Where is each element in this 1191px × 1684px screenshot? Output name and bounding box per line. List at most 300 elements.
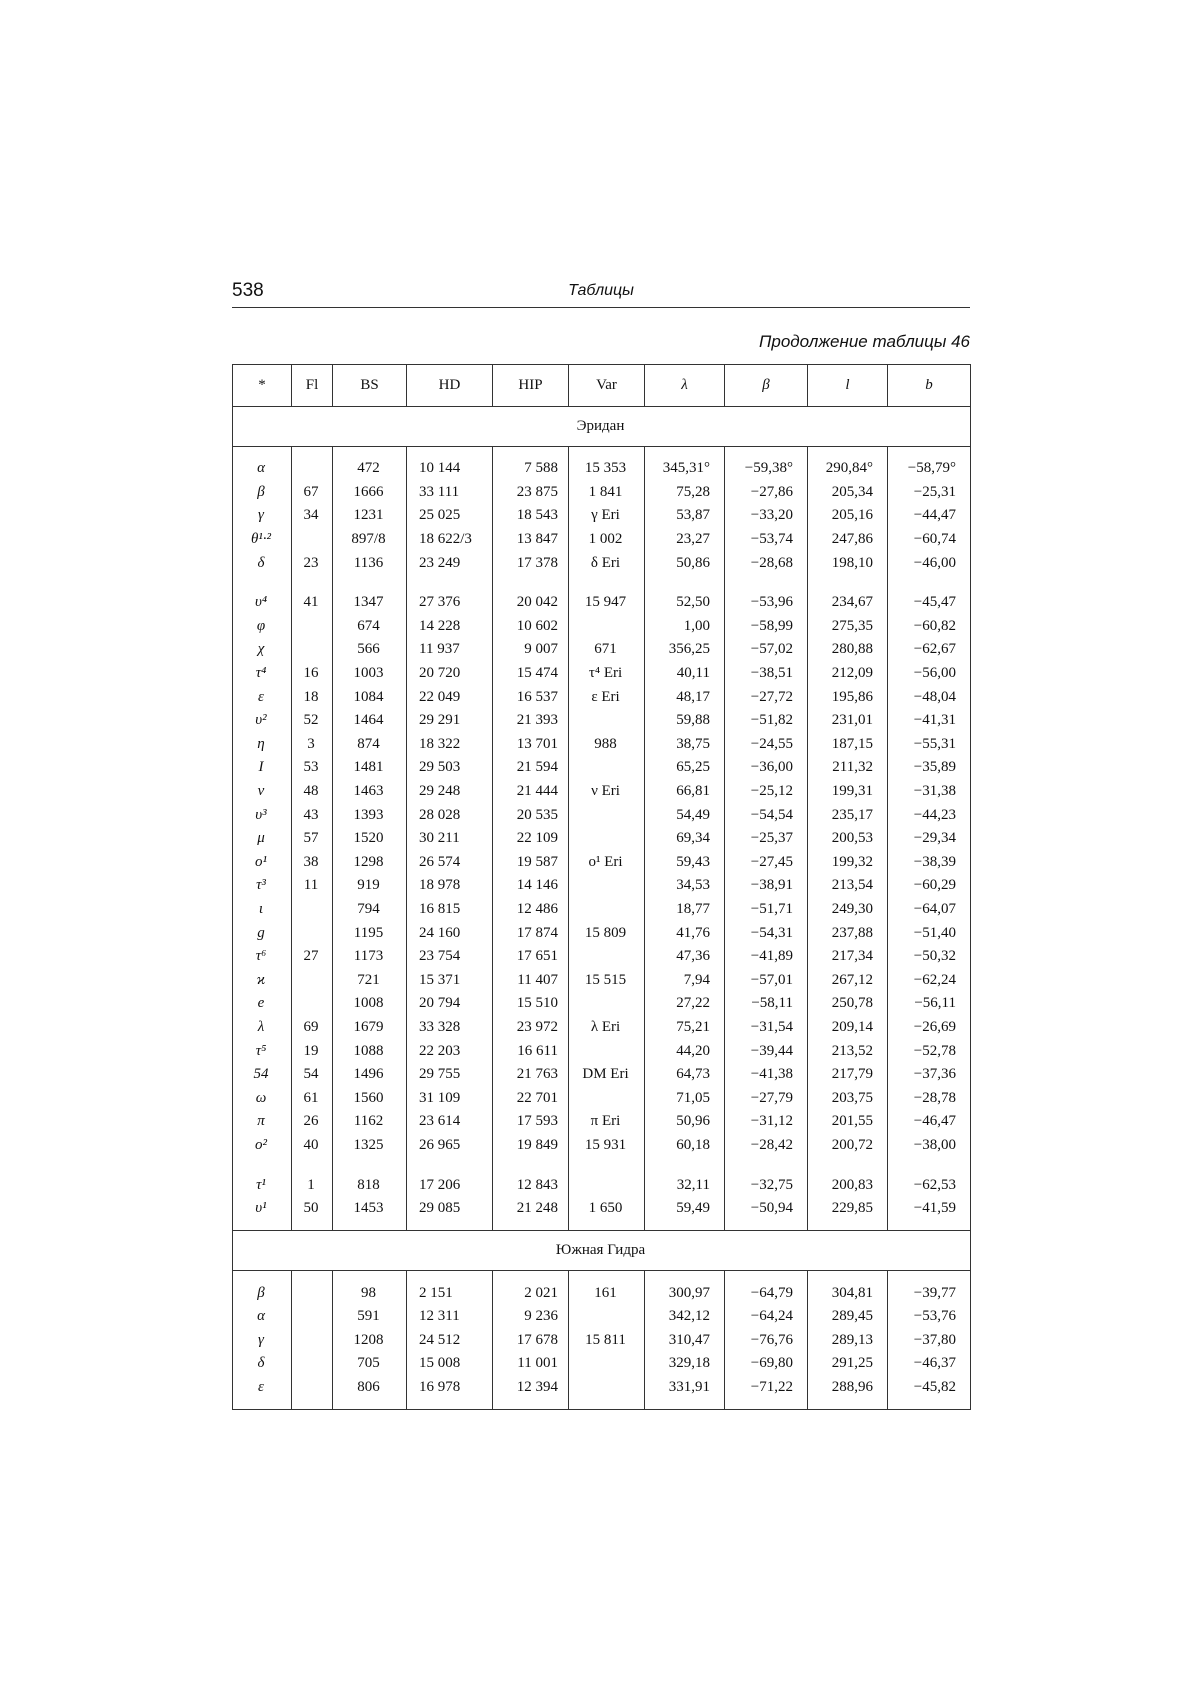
cell-hip: 23 972	[493, 1016, 569, 1040]
spacer-cell	[645, 447, 725, 458]
spacer-row	[233, 447, 971, 458]
cell-lambda: 59,43	[645, 851, 725, 875]
col-header-beta: β	[725, 365, 808, 407]
cell-hd: 27 376	[407, 591, 493, 615]
cell-hd: 33 111	[407, 481, 493, 505]
cell-lambda: 64,73	[645, 1063, 725, 1087]
cell-star: τ⁴	[233, 662, 292, 686]
cell-beta: −31,54	[725, 1016, 808, 1040]
cell-beta: −32,75	[725, 1173, 808, 1197]
cell-fl	[292, 1352, 333, 1376]
spacer-cell	[407, 1157, 493, 1173]
cell-bs: 1008	[333, 992, 407, 1016]
cell-star: τ⁵	[233, 1039, 292, 1063]
spacer-cell	[407, 1271, 493, 1282]
cell-l: 187,15	[808, 733, 888, 757]
table-row	[233, 945, 971, 969]
cell-lambda: 50,96	[645, 1110, 725, 1134]
spacer-cell	[888, 1157, 971, 1173]
cell-b: −55,31	[888, 733, 971, 757]
cell-hd: 26 965	[407, 1134, 493, 1158]
cell-b: −48,04	[888, 685, 971, 709]
group-title: Эридан	[233, 407, 971, 447]
table-caption: Продолжение таблицы 46	[759, 332, 970, 351]
cell-lambda: 69,34	[645, 827, 725, 851]
table-row	[233, 780, 971, 804]
cell-l: 291,25	[808, 1352, 888, 1376]
cell-bs: 1453	[333, 1197, 407, 1221]
cell-bs: 1560	[333, 1086, 407, 1110]
col-header-lambda: λ	[645, 365, 725, 407]
table-row	[233, 528, 971, 552]
cell-var: 1 841	[569, 481, 645, 505]
cell-bs: 566	[333, 638, 407, 662]
cell-beta: −25,37	[725, 827, 808, 851]
cell-b: −44,47	[888, 504, 971, 528]
cell-fl: 19	[292, 1039, 333, 1063]
spacer-cell	[333, 1157, 407, 1173]
cell-star: τ³	[233, 874, 292, 898]
cell-l: 203,75	[808, 1086, 888, 1110]
cell-hd: 20 720	[407, 662, 493, 686]
cell-b: −26,69	[888, 1016, 971, 1040]
table-row	[233, 921, 971, 945]
cell-l: 200,72	[808, 1134, 888, 1158]
cell-l: 199,31	[808, 780, 888, 804]
table-body	[233, 407, 971, 1410]
cell-beta: −51,71	[725, 898, 808, 922]
cell-beta: −58,99	[725, 615, 808, 639]
cell-beta: −38,91	[725, 874, 808, 898]
cell-fl: 43	[292, 803, 333, 827]
cell-hip: 20 535	[493, 803, 569, 827]
spacer-cell	[645, 1271, 725, 1282]
cell-fl: 61	[292, 1086, 333, 1110]
cell-hip: 20 042	[493, 591, 569, 615]
spacer-cell	[808, 447, 888, 458]
table-row	[233, 481, 971, 505]
spacer-cell	[725, 1157, 808, 1173]
cell-b: −62,53	[888, 1173, 971, 1197]
cell-hd: 18 978	[407, 874, 493, 898]
cell-hip: 11 407	[493, 968, 569, 992]
cell-star: α	[233, 457, 292, 481]
cell-var: 15 947	[569, 591, 645, 615]
cell-hd: 25 025	[407, 504, 493, 528]
cell-l: 289,13	[808, 1329, 888, 1353]
spacer-cell	[725, 1271, 808, 1282]
spacer-cell	[569, 1220, 645, 1231]
cell-star: θ¹·²	[233, 528, 292, 552]
cell-beta: −54,54	[725, 803, 808, 827]
cell-hd: 10 144	[407, 457, 493, 481]
cell-hip: 10 602	[493, 615, 569, 639]
cell-beta: −71,22	[725, 1376, 808, 1400]
cell-beta: −28,42	[725, 1134, 808, 1158]
cell-bs: 1195	[333, 921, 407, 945]
cell-bs: 1208	[333, 1329, 407, 1353]
cell-bs: 721	[333, 968, 407, 992]
cell-lambda: 331,91	[645, 1376, 725, 1400]
table-row	[233, 1352, 971, 1376]
cell-beta: −27,45	[725, 851, 808, 875]
cell-l: 205,16	[808, 504, 888, 528]
table-row	[233, 1281, 971, 1305]
cell-hip: 9 007	[493, 638, 569, 662]
spacer-cell	[808, 575, 888, 591]
spacer-cell	[645, 1399, 725, 1410]
cell-star: τ¹	[233, 1173, 292, 1197]
cell-beta: −28,68	[725, 551, 808, 575]
cell-beta: −41,89	[725, 945, 808, 969]
cell-star: δ	[233, 1352, 292, 1376]
cell-b: −31,38	[888, 780, 971, 804]
running-title: Таблицы	[568, 282, 634, 299]
cell-hd: 20 794	[407, 992, 493, 1016]
spacer-cell	[888, 1220, 971, 1231]
cell-hd: 29 248	[407, 780, 493, 804]
cell-bs: 1463	[333, 780, 407, 804]
spacer-cell	[493, 575, 569, 591]
spacer-row	[233, 1399, 971, 1410]
cell-var: τ⁴ Eri	[569, 662, 645, 686]
cell-var: 161	[569, 1281, 645, 1305]
cell-l: 217,34	[808, 945, 888, 969]
cell-star: η	[233, 733, 292, 757]
cell-fl	[292, 1305, 333, 1329]
cell-var	[569, 1352, 645, 1376]
cell-star: α	[233, 1305, 292, 1329]
cell-star: δ	[233, 551, 292, 575]
cell-bs: 1464	[333, 709, 407, 733]
cell-star: γ	[233, 504, 292, 528]
cell-star: β	[233, 1281, 292, 1305]
cell-b: −29,34	[888, 827, 971, 851]
cell-fl	[292, 921, 333, 945]
spacer-cell	[569, 447, 645, 458]
spacer-cell	[569, 575, 645, 591]
table-row	[233, 1305, 971, 1329]
cell-hip: 17 874	[493, 921, 569, 945]
cell-hip: 19 587	[493, 851, 569, 875]
cell-star: υ⁴	[233, 591, 292, 615]
cell-fl	[292, 638, 333, 662]
cell-fl: 54	[292, 1063, 333, 1087]
spacer-cell	[333, 1271, 407, 1282]
cell-hip: 15 510	[493, 992, 569, 1016]
cell-l: 199,32	[808, 851, 888, 875]
cell-b: −62,67	[888, 638, 971, 662]
spacer-cell	[493, 1157, 569, 1173]
spacer-cell	[233, 447, 292, 458]
cell-bs: 705	[333, 1352, 407, 1376]
cell-b: −46,37	[888, 1352, 971, 1376]
cell-var: o¹ Eri	[569, 851, 645, 875]
cell-b: −62,24	[888, 968, 971, 992]
spacer-cell	[333, 575, 407, 591]
cell-var	[569, 756, 645, 780]
cell-bs: 919	[333, 874, 407, 898]
cell-b: −28,78	[888, 1086, 971, 1110]
group-header-row	[233, 407, 971, 447]
cell-star: ε	[233, 1376, 292, 1400]
spacer-row	[233, 1271, 971, 1282]
spacer-cell	[493, 1271, 569, 1282]
spacer-cell	[292, 1399, 333, 1410]
cell-star: π	[233, 1110, 292, 1134]
table-row	[233, 1063, 971, 1087]
spacer-cell	[333, 1399, 407, 1410]
cell-b: −45,47	[888, 591, 971, 615]
cell-hd: 31 109	[407, 1086, 493, 1110]
cell-beta: −59,38°	[725, 457, 808, 481]
cell-l: 213,52	[808, 1039, 888, 1063]
cell-b: −50,32	[888, 945, 971, 969]
cell-l: 231,01	[808, 709, 888, 733]
cell-bs: 1231	[333, 504, 407, 528]
cell-lambda: 53,87	[645, 504, 725, 528]
spacer-cell	[725, 447, 808, 458]
cell-l: 304,81	[808, 1281, 888, 1305]
group-title: Южная Гидра	[233, 1231, 971, 1271]
cell-fl: 18	[292, 685, 333, 709]
cell-b: −38,39	[888, 851, 971, 875]
spacer-cell	[645, 1220, 725, 1231]
cell-lambda: 75,28	[645, 481, 725, 505]
cell-lambda: 54,49	[645, 803, 725, 827]
table-row	[233, 1376, 971, 1400]
cell-bs: 1298	[333, 851, 407, 875]
cell-l: 247,86	[808, 528, 888, 552]
cell-star: ϰ	[233, 968, 292, 992]
cell-fl: 27	[292, 945, 333, 969]
cell-var	[569, 827, 645, 851]
cell-beta: −27,79	[725, 1086, 808, 1110]
cell-hip: 16 537	[493, 685, 569, 709]
table-row	[233, 709, 971, 733]
cell-var: λ Eri	[569, 1016, 645, 1040]
page-number: 538	[232, 280, 264, 301]
cell-beta: −38,51	[725, 662, 808, 686]
cell-hip: 15 474	[493, 662, 569, 686]
spacer-cell	[888, 1399, 971, 1410]
table-row	[233, 457, 971, 481]
spacer-cell	[725, 1399, 808, 1410]
cell-bs: 1347	[333, 591, 407, 615]
cell-l: 249,30	[808, 898, 888, 922]
table-row	[233, 898, 971, 922]
cell-l: 201,55	[808, 1110, 888, 1134]
cell-lambda: 7,94	[645, 968, 725, 992]
cell-star: e	[233, 992, 292, 1016]
cell-hd: 22 049	[407, 685, 493, 709]
cell-b: −56,00	[888, 662, 971, 686]
cell-hip: 16 611	[493, 1039, 569, 1063]
cell-b: −56,11	[888, 992, 971, 1016]
cell-l: 234,67	[808, 591, 888, 615]
cell-l: 289,45	[808, 1305, 888, 1329]
cell-var: ε Eri	[569, 685, 645, 709]
cell-hd: 16 978	[407, 1376, 493, 1400]
col-header-fl: Fl	[292, 365, 333, 407]
cell-bs: 98	[333, 1281, 407, 1305]
cell-hd: 17 206	[407, 1173, 493, 1197]
cell-hip: 9 236	[493, 1305, 569, 1329]
cell-lambda: 40,11	[645, 662, 725, 686]
group-header-row	[233, 1231, 971, 1271]
col-header-bs: BS	[333, 365, 407, 407]
cell-b: −37,36	[888, 1063, 971, 1087]
cell-lambda: 18,77	[645, 898, 725, 922]
cell-hip: 21 594	[493, 756, 569, 780]
cell-star: β	[233, 481, 292, 505]
spacer-cell	[292, 1271, 333, 1282]
cell-beta: −33,20	[725, 504, 808, 528]
cell-hd: 29 503	[407, 756, 493, 780]
cell-hd: 18 622/3	[407, 528, 493, 552]
cell-hip: 2 021	[493, 1281, 569, 1305]
cell-star: o²	[233, 1134, 292, 1158]
cell-lambda: 32,11	[645, 1173, 725, 1197]
cell-lambda: 342,12	[645, 1305, 725, 1329]
table-row	[233, 1039, 971, 1063]
cell-lambda: 356,25	[645, 638, 725, 662]
cell-hd: 22 203	[407, 1039, 493, 1063]
table-row	[233, 662, 971, 686]
cell-b: −44,23	[888, 803, 971, 827]
cell-lambda: 50,86	[645, 551, 725, 575]
spacer-cell	[725, 1220, 808, 1231]
cell-star: 54	[233, 1063, 292, 1087]
spacer-cell	[292, 575, 333, 591]
cell-var: 15 353	[569, 457, 645, 481]
cell-b: −38,00	[888, 1134, 971, 1158]
cell-hd: 29 085	[407, 1197, 493, 1221]
cell-hip: 19 849	[493, 1134, 569, 1158]
cell-star: ι	[233, 898, 292, 922]
cell-var	[569, 1376, 645, 1400]
cell-lambda: 75,21	[645, 1016, 725, 1040]
cell-lambda: 310,47	[645, 1329, 725, 1353]
spacer-cell	[407, 575, 493, 591]
cell-bs: 1679	[333, 1016, 407, 1040]
cell-beta: −36,00	[725, 756, 808, 780]
cell-l: 195,86	[808, 685, 888, 709]
cell-l: 275,35	[808, 615, 888, 639]
cell-hd: 14 228	[407, 615, 493, 639]
spacer-cell	[725, 575, 808, 591]
cell-hip: 21 393	[493, 709, 569, 733]
spacer-cell	[292, 447, 333, 458]
cell-beta: −76,76	[725, 1329, 808, 1353]
spacer-cell	[808, 1220, 888, 1231]
cell-fl: 34	[292, 504, 333, 528]
cell-l: 217,79	[808, 1063, 888, 1087]
cell-bs: 1084	[333, 685, 407, 709]
cell-lambda: 48,17	[645, 685, 725, 709]
cell-hip: 21 763	[493, 1063, 569, 1087]
cell-beta: −53,74	[725, 528, 808, 552]
spacer-cell	[569, 1157, 645, 1173]
cell-fl: 69	[292, 1016, 333, 1040]
cell-hip: 7 588	[493, 457, 569, 481]
cell-beta: −24,55	[725, 733, 808, 757]
cell-var	[569, 945, 645, 969]
cell-hip: 17 378	[493, 551, 569, 575]
cell-star: ν	[233, 780, 292, 804]
cell-l: 211,32	[808, 756, 888, 780]
spacer-cell	[407, 1399, 493, 1410]
cell-bs: 794	[333, 898, 407, 922]
cell-hd: 2 151	[407, 1281, 493, 1305]
cell-bs: 1393	[333, 803, 407, 827]
cell-var: DM Eri	[569, 1063, 645, 1087]
spacer-cell	[233, 575, 292, 591]
cell-hd: 24 512	[407, 1329, 493, 1353]
cell-l: 200,83	[808, 1173, 888, 1197]
cell-star: τ⁶	[233, 945, 292, 969]
spacer-cell	[645, 575, 725, 591]
table-row	[233, 803, 971, 827]
cell-bs: 874	[333, 733, 407, 757]
cell-star: λ	[233, 1016, 292, 1040]
spacer-row	[233, 1157, 971, 1173]
table-row	[233, 1134, 971, 1158]
cell-l: 290,84°	[808, 457, 888, 481]
cell-beta: −50,94	[725, 1197, 808, 1221]
cell-bs: 1666	[333, 481, 407, 505]
cell-l: 209,14	[808, 1016, 888, 1040]
cell-hd: 28 028	[407, 803, 493, 827]
table-row	[233, 1197, 971, 1221]
cell-beta: −25,12	[725, 780, 808, 804]
col-header-var: Var	[569, 365, 645, 407]
cell-var	[569, 1173, 645, 1197]
cell-lambda: 59,49	[645, 1197, 725, 1221]
spacer-cell	[233, 1271, 292, 1282]
cell-b: −60,74	[888, 528, 971, 552]
spacer-cell	[645, 1157, 725, 1173]
cell-fl: 11	[292, 874, 333, 898]
col-header-hd: HD	[407, 365, 493, 407]
cell-lambda: 71,05	[645, 1086, 725, 1110]
spacer-cell	[233, 1399, 292, 1410]
cell-var: 15 809	[569, 921, 645, 945]
cell-l: 205,34	[808, 481, 888, 505]
cell-star: φ	[233, 615, 292, 639]
cell-bs: 1496	[333, 1063, 407, 1087]
cell-var: 671	[569, 638, 645, 662]
cell-var: π Eri	[569, 1110, 645, 1134]
cell-var: 988	[569, 733, 645, 757]
spacer-cell	[493, 1399, 569, 1410]
spacer-cell	[493, 447, 569, 458]
cell-lambda: 1,00	[645, 615, 725, 639]
cell-hd: 23 754	[407, 945, 493, 969]
cell-lambda: 65,25	[645, 756, 725, 780]
cell-hd: 23 249	[407, 551, 493, 575]
cell-fl: 48	[292, 780, 333, 804]
cell-fl	[292, 1329, 333, 1353]
header-rule	[232, 307, 970, 308]
cell-var: γ Eri	[569, 504, 645, 528]
cell-bs: 818	[333, 1173, 407, 1197]
cell-star: υ²	[233, 709, 292, 733]
spacer-row	[233, 575, 971, 591]
cell-lambda: 300,97	[645, 1281, 725, 1305]
cell-b: −60,82	[888, 615, 971, 639]
col-header-l: l	[808, 365, 888, 407]
